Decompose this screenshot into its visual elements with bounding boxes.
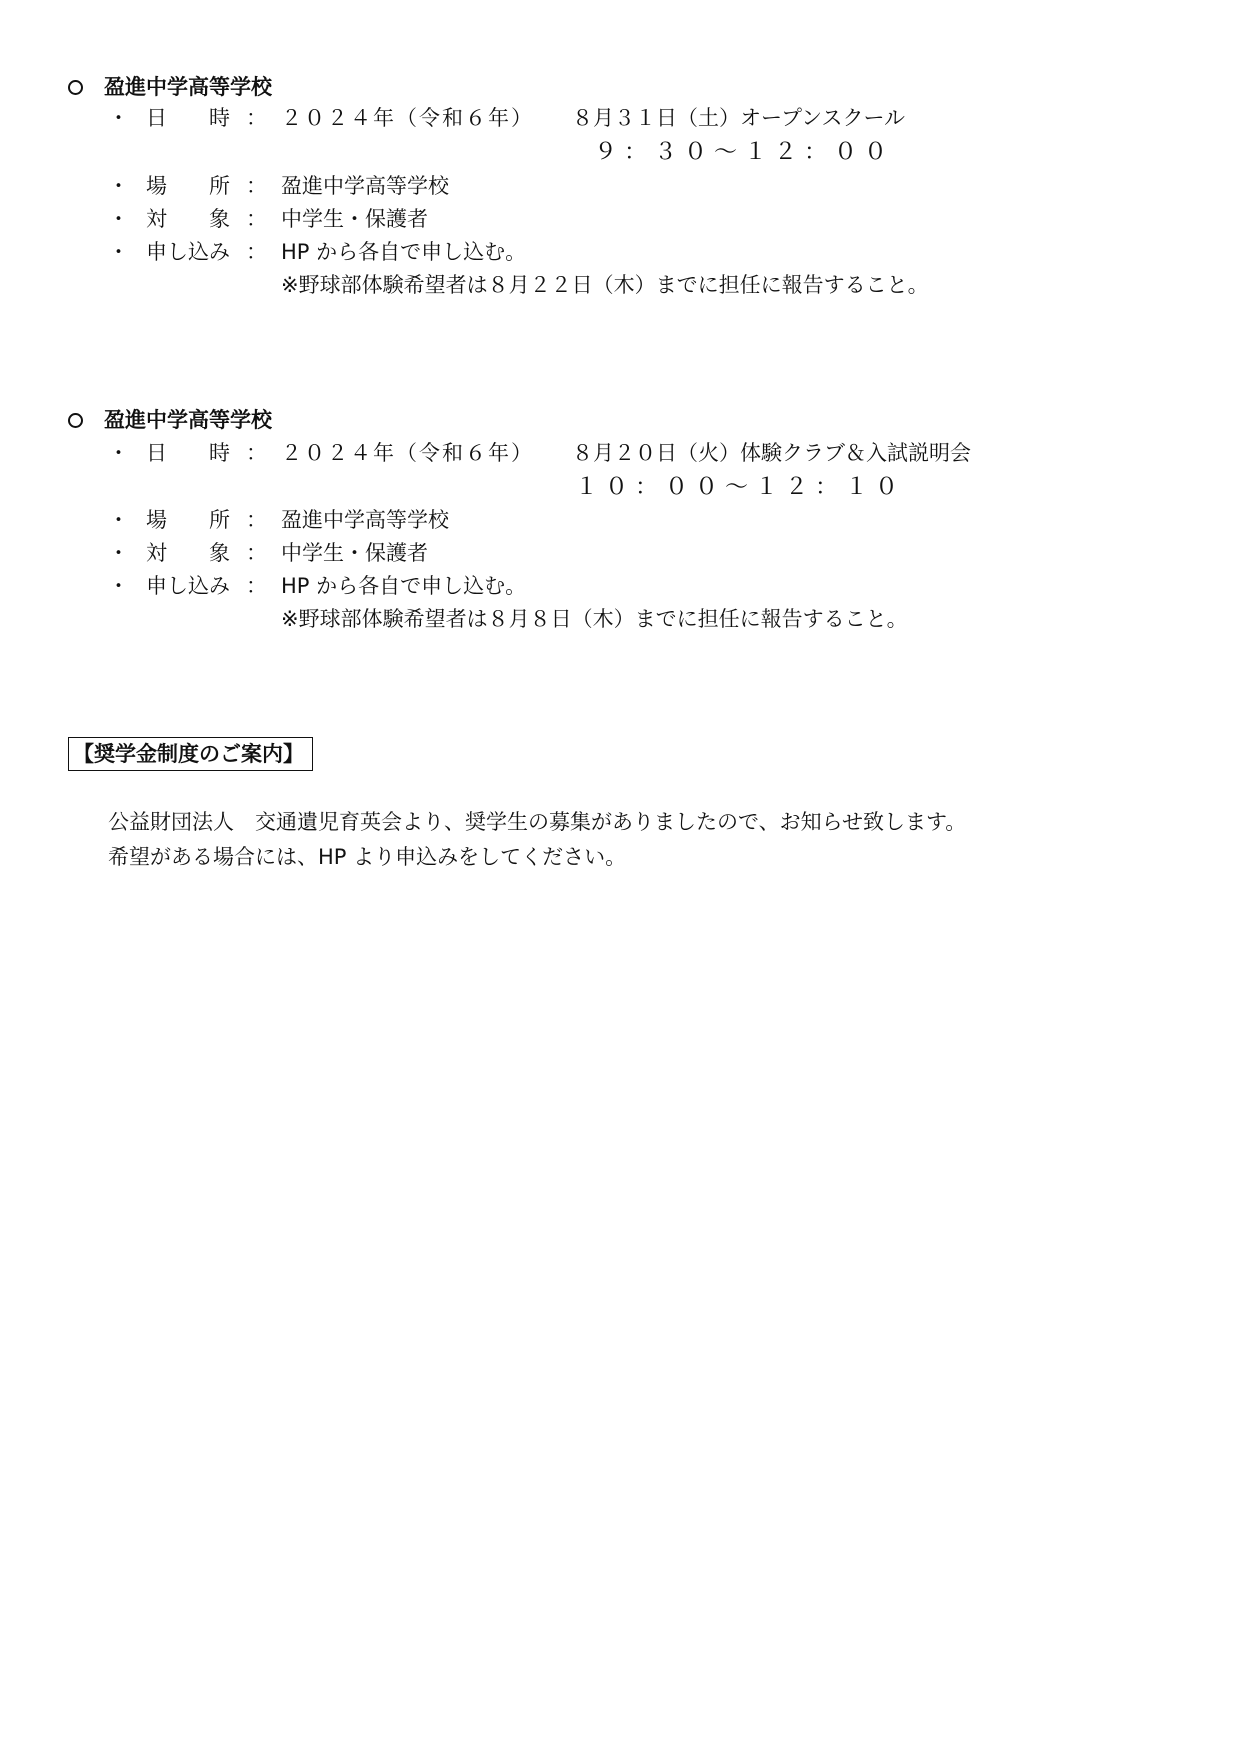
bullet: ・: [108, 106, 129, 130]
colon: ：: [246, 508, 267, 532]
scholarship-line-2: 希望がある場合には、HP より申込みをしてください。: [108, 845, 627, 869]
apply-label: 申し込み: [146, 574, 230, 598]
place-label: 場 所: [146, 508, 230, 532]
apply-value: HP から各自で申し込む。: [281, 574, 527, 598]
event-heading: [68, 405, 272, 435]
bullet: ・: [108, 574, 129, 598]
bullet: ・: [108, 240, 129, 264]
colon: ：: [246, 240, 267, 264]
colon: ：: [246, 574, 267, 598]
place-label: 場 所: [146, 174, 230, 198]
place-value: 盈進中学高等学校: [281, 174, 449, 198]
target-value: 中学生・保護者: [281, 207, 428, 231]
date-year: ２０２４年（令和６年）: [281, 441, 534, 465]
date-event: ８月２０日（火）体験クラブ＆入試説明会: [572, 441, 971, 465]
scholarship-line-1: 公益財団法人 交通遺児育英会より、奨学生の募集がありましたので、お知らせ致します。: [108, 810, 967, 834]
baseball-note: ※野球部体験希望者は８月２２日（木）までに担任に報告すること。: [281, 273, 929, 297]
bullet: ・: [108, 541, 129, 565]
target-label: 対 象: [146, 207, 230, 231]
circle-bullet-icon: [68, 413, 83, 428]
event-time: １０：００～１２：１０: [575, 474, 905, 500]
bullet: ・: [108, 207, 129, 231]
baseball-note: ※野球部体験希望者は８月８日（木）までに担任に報告すること。: [281, 607, 908, 631]
date-event: ８月３１日（土）オープンスクール: [572, 106, 906, 130]
place-value: 盈進中学高等学校: [281, 508, 449, 532]
bullet: ・: [108, 441, 129, 465]
circle-bullet-icon: [68, 80, 83, 95]
date-label: 日 時: [146, 441, 230, 465]
target-label: 対 象: [146, 541, 230, 565]
colon: ：: [246, 541, 267, 565]
apply-value: HP から各自で申し込む。: [281, 240, 527, 264]
colon: ：: [246, 106, 267, 130]
colon: ：: [246, 174, 267, 198]
colon: ：: [246, 441, 267, 465]
target-value: 中学生・保護者: [281, 541, 428, 565]
scholarship-heading: 【奨学金制度のご案内】: [68, 737, 313, 771]
school-name: 盈進中学高等学校: [104, 408, 272, 432]
school-name: 盈進中学高等学校: [104, 75, 272, 99]
apply-label: 申し込み: [146, 240, 230, 264]
event-time: ９：３０～１２：００: [594, 139, 894, 165]
colon: ：: [246, 207, 267, 231]
bullet: ・: [108, 508, 129, 532]
date-year: ２０２４年（令和６年）: [281, 106, 534, 130]
event-heading: [68, 72, 272, 102]
date-label: 日 時: [146, 106, 230, 130]
bullet: ・: [108, 174, 129, 198]
